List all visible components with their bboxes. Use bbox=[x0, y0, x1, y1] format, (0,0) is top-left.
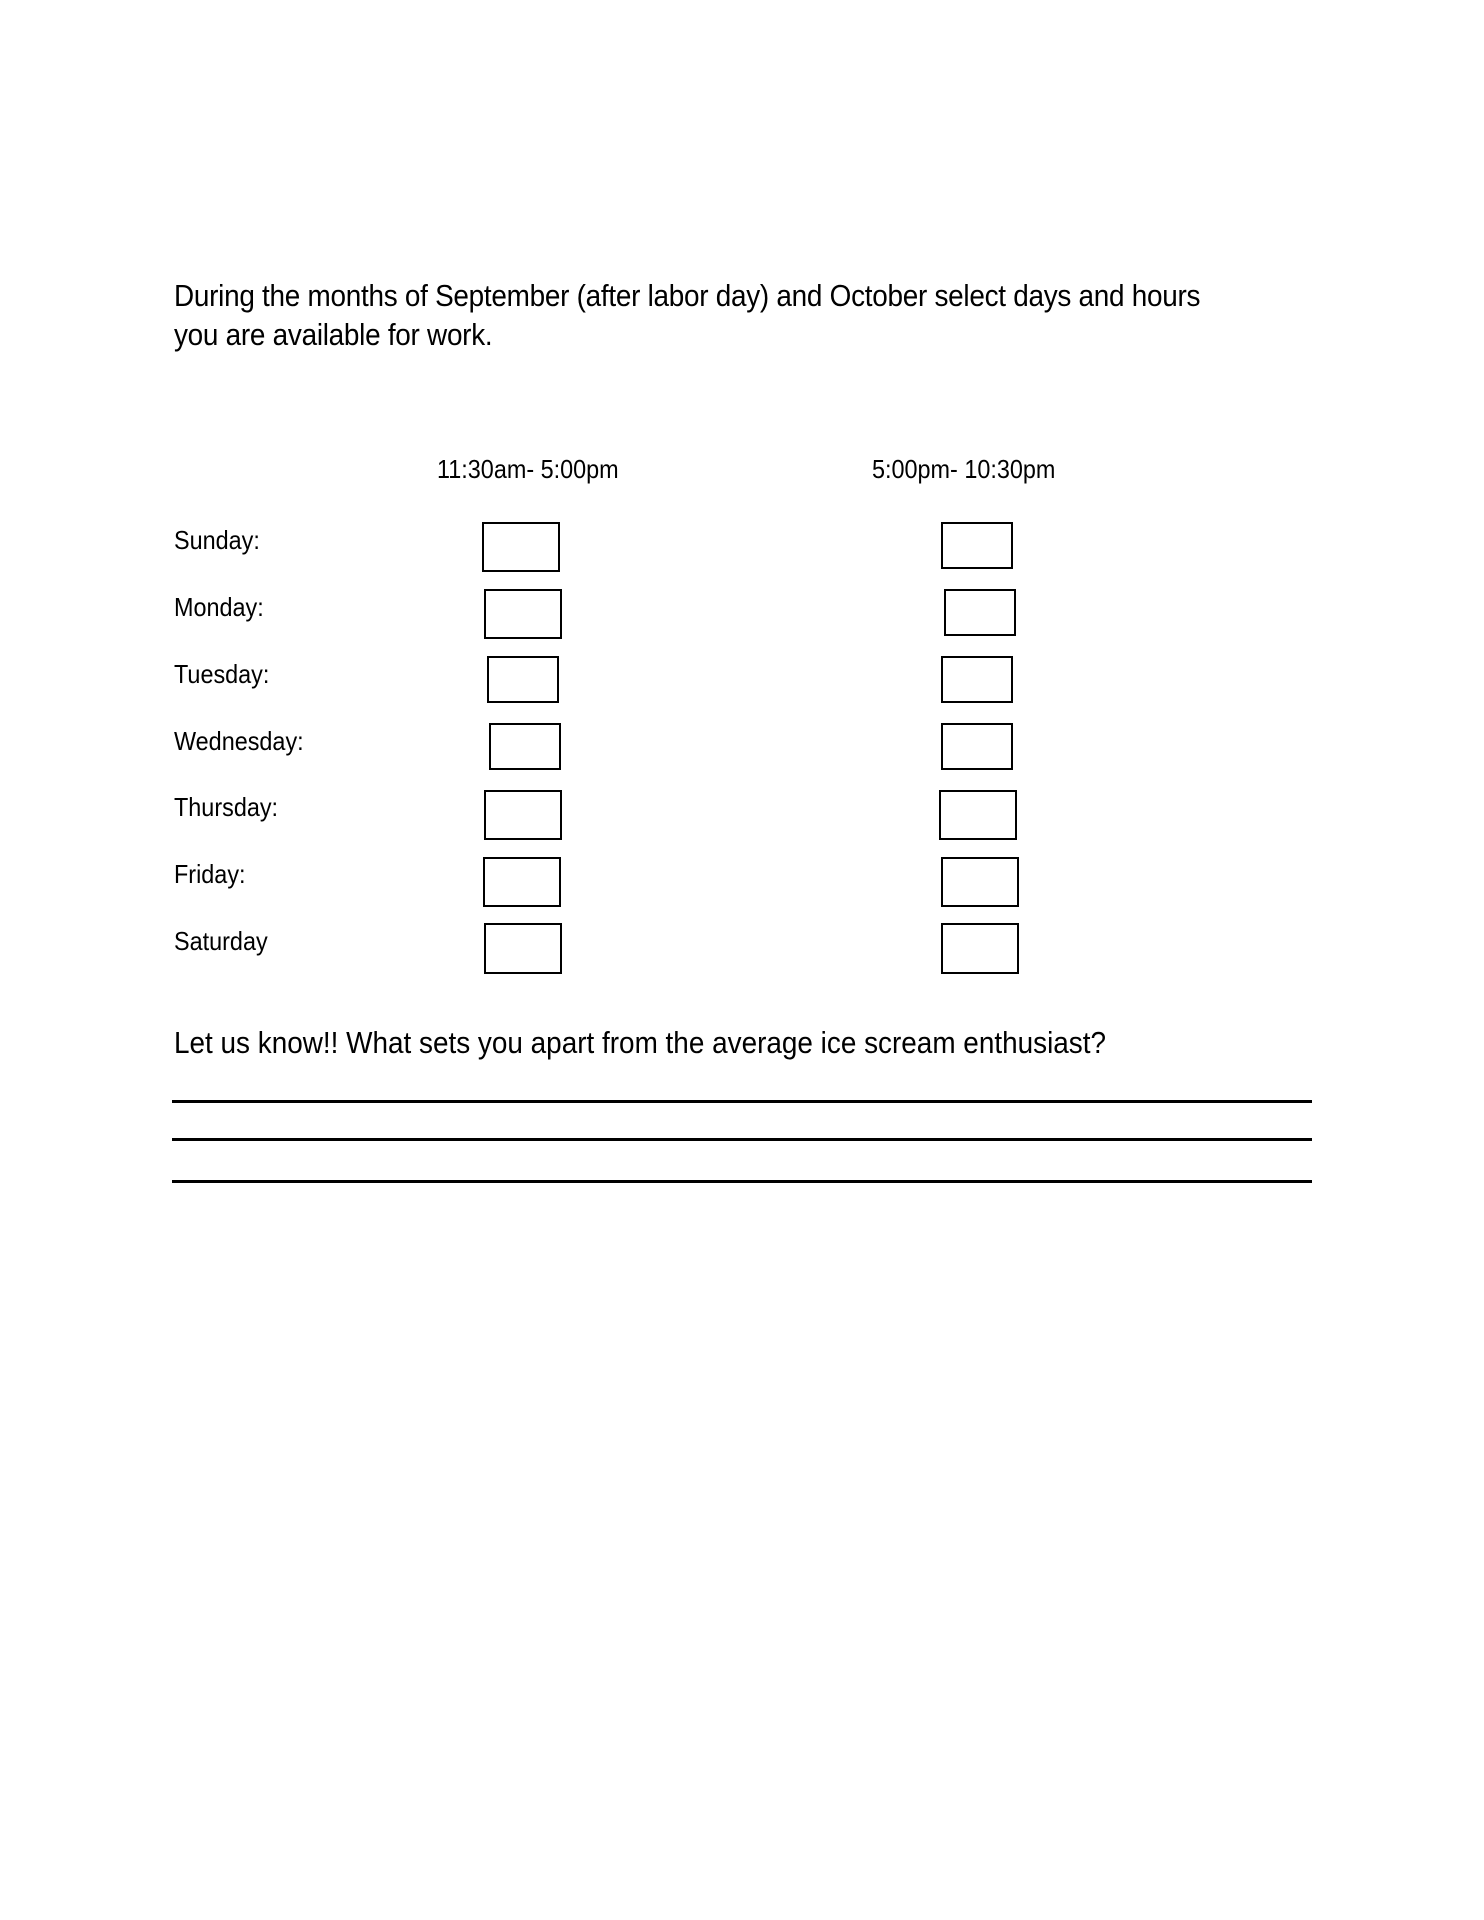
column-header-daytime: 11:30am- 5:00pm bbox=[437, 454, 619, 484]
day-label-friday: Friday: bbox=[174, 859, 246, 889]
checkbox-friday-daytime[interactable] bbox=[483, 857, 561, 907]
intro-paragraph: During the months of September (after labor day) and October select days and hours you are available for work. bbox=[174, 278, 1201, 352]
checkbox-thursday-daytime[interactable] bbox=[484, 790, 562, 840]
day-label-sunday: Sunday: bbox=[174, 525, 260, 555]
day-label-monday: Monday: bbox=[174, 592, 264, 622]
checkbox-monday-evening[interactable] bbox=[944, 589, 1016, 636]
answer-line[interactable] bbox=[172, 1180, 1312, 1183]
question-text: Let us know!! What sets you apart from the average ice scream enthusiast? bbox=[174, 1025, 1107, 1060]
checkbox-wednesday-daytime[interactable] bbox=[489, 723, 561, 770]
day-label-thursday: Thursday: bbox=[174, 792, 279, 822]
day-label-saturday: Saturday bbox=[174, 926, 268, 956]
answer-line[interactable] bbox=[172, 1100, 1312, 1103]
checkbox-friday-evening[interactable] bbox=[941, 857, 1019, 907]
checkbox-sunday-daytime[interactable] bbox=[482, 522, 560, 572]
checkbox-thursday-evening[interactable] bbox=[939, 790, 1017, 840]
column-header-evening: 5:00pm- 10:30pm bbox=[872, 454, 1056, 484]
checkbox-wednesday-evening[interactable] bbox=[941, 723, 1013, 770]
day-label-tuesday: Tuesday: bbox=[174, 659, 270, 689]
answer-line[interactable] bbox=[172, 1138, 1312, 1141]
checkbox-saturday-daytime[interactable] bbox=[484, 923, 562, 974]
checkbox-tuesday-evening[interactable] bbox=[941, 656, 1013, 703]
checkbox-sunday-evening[interactable] bbox=[941, 522, 1013, 569]
checkbox-saturday-evening[interactable] bbox=[941, 923, 1019, 974]
checkbox-tuesday-daytime[interactable] bbox=[487, 656, 559, 703]
checkbox-monday-daytime[interactable] bbox=[484, 589, 562, 639]
day-label-wednesday: Wednesday: bbox=[174, 726, 304, 756]
